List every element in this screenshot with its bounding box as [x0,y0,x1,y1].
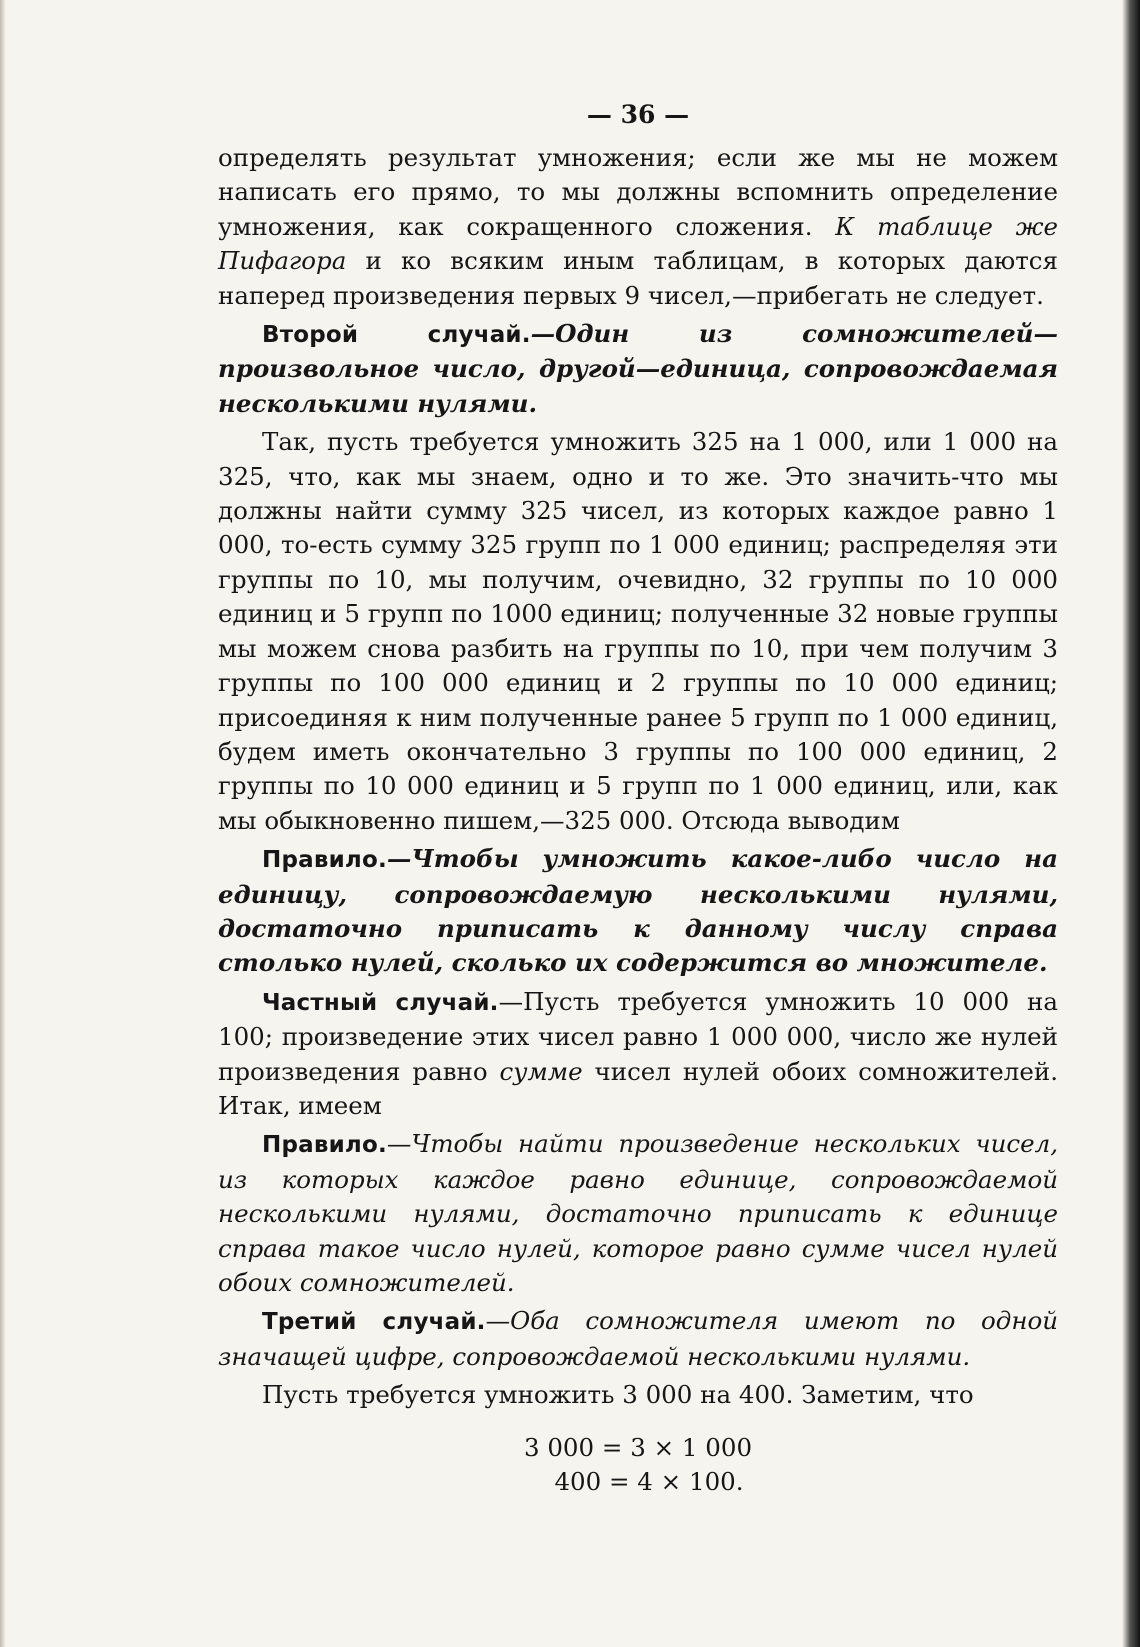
paragraph-text: чисел нулей обоих сомножителей. Итак, имеем [218,1056,1058,1120]
formula-line-2: 400 = 4 × 100. [554,1466,744,1496]
paragraph-third-case-intro [218,1378,1058,1412]
rule-statement: —Чтобы найти произведение нескольких чисел, из которых каждое равно единице, сопровождаемой несколькими нулями, достаточно приписать к единице справа такое число нулей, которое равно сумме чисел нулей обоих сомножителей. [218,1129,1058,1297]
section-special-case [218,985,1058,1124]
paragraph-text: —Пусть требуется умножить 10 000 на 100; произведение этих чисел равно 1 000 000, число же нулей произведения равно [218,986,1058,1086]
rule-one [218,842,1058,981]
paragraph-text: определять результат умножения; если же мы не можем написать его прямо, то мы должны вспомнить определение умножения, как сокращенного сложения. [218,143,1058,241]
formula-line-1: 3 000 = 3 × 1 000 [523,1432,753,1462]
section-third-case [218,1304,1058,1374]
scan-edge-right [1122,0,1140,1647]
paragraph-text: Пусть требуется умножить 3 000 на 400. Заметим, что [262,1380,974,1410]
rule-heading: Правило. [262,847,387,874]
document-page [218,100,1058,1499]
section-second-case [218,317,1058,421]
rule-heading: Правило. [262,1132,387,1159]
section-statement: —Оба сомножителя имеют по одной значащей цифре, сопровождаемой несколькими нулями. [218,1306,1058,1371]
rule-two [218,1127,1058,1300]
italic-phrase: К таблице же Пифагора [218,211,1058,276]
section-heading: Частный случай. [262,989,499,1016]
scan-edge-left [0,0,6,1647]
rule-statement: —Чтобы умножить какое-либо число на единицу, сопровождаемую несколькими нулями, достаточно приписать к данному числу справа столько нулей, сколько их содержится во множителе. [218,844,1058,978]
paragraph-text: и ко всяким иным таблицам, в которых даются наперед произведения первых 9 чисел,—прибегать не следует. [218,246,1058,310]
paragraph-example [218,425,1058,838]
page-number: — 36 — [586,100,690,129]
section-heading: Второй случай. [262,322,531,349]
paragraph-continuation [218,141,1058,313]
paragraph-text: Так, пусть требуется умножить 325 на 1 000, или 1 000 на 325, что, как мы знаем, одно и то же. Это значить-что мы должны найти сумму 325 чисел, из которых каждое равно 1 000, то-есть сумму 325 групп по 1 000 единиц; распределяя эти группы по 10, мы получим, очевидно, 32 группы по 10 000 единиц и 5 групп по 1000 единиц; полученные 32 новые группы мы можем снова разбить на группы по 10, при чем получим 3 группы по 100 000 единиц и 2 группы по 10 000 единиц; присоединяя к ним полученные ранее 5 групп по 1 000 единиц, будем иметь окончательно 3 группы по 100 000 единиц, 2 группы по 10 000 единиц и 5 групп по 1 000 единиц, или, как мы обыкновенно пишем,—325 000. Отсюда выводим [218,427,1058,835]
formula-block [218,1431,1058,1499]
section-heading: Третий случай. [262,1309,486,1336]
italic-word: сумме [499,1056,583,1086]
section-statement: —Один из сомножителей—произвольное число, другой—единица, сопровождаемая несколькими нулями. [218,319,1058,418]
